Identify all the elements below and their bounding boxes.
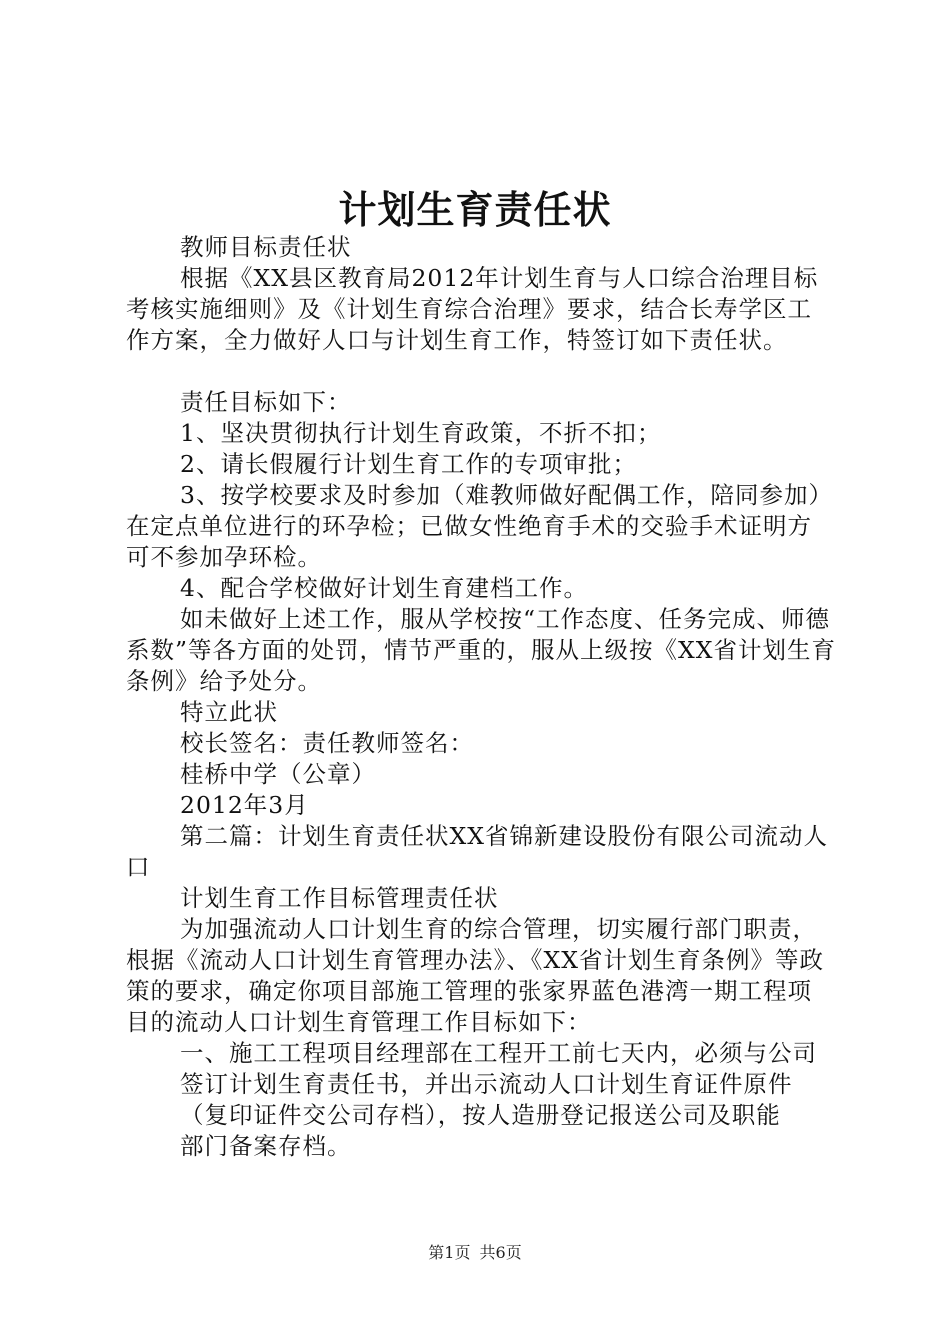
paragraph-goal-4: 4、配合学校做好计划生育建档工作。	[180, 574, 588, 602]
page-number: 第1页	[428, 1243, 471, 1262]
paragraph-signatures: 校长签名：责任教师签名：	[180, 729, 474, 757]
paragraph-declaration: 特立此状	[180, 698, 278, 726]
paragraph-goal-2: 2、请长假履行计划生育工作的专项审批；	[180, 450, 637, 478]
paragraph-goals-heading: 责任目标如下：	[180, 388, 352, 416]
paragraph-second-chapter-intro: 为加强流动人口计划生育的综合管理，切实履行部门职责，根据《流动人口计划生育管理办法》、《XX省计划生育条例》等政策的要求，确定你项目部施工管理的张家界蓝色港湾一期工程项目的流动人口计划生育管理工作目标如下：	[126, 915, 824, 1036]
paragraph-penalty: 如未做好上述工作，服从学校按“工作态度、任务完成、师德系数”等各方面的处罚，情节严重的，服从上级按《XX省计划生育条例》给予处分。	[126, 605, 836, 695]
paragraph-second-chapter-title: 计划生育工作目标管理责任状	[180, 884, 499, 912]
paragraph-item-one-detail: 签订计划生育责任书，并出示流动人口计划生育证件原件（复印证件交公司存档），按人造册登记报送公司及职能部门备案存档。	[180, 1070, 793, 1160]
document-body	[126, 232, 836, 1162]
paragraph-second-chapter-heading: 第二篇：计划生育责任状XX省锦新建设股份有限公司流动人口	[126, 822, 828, 881]
paragraph-goal-1: 1、坚决贯彻执行计划生育政策，不折不扣；	[180, 419, 662, 447]
document-title: 计划生育责任状	[338, 187, 612, 232]
paragraph-seal: 桂桥中学（公章）	[180, 760, 376, 788]
paragraph-item-one: 一、施工工程项目经理部在工程开工前七天内，必须与公司	[180, 1039, 817, 1067]
paragraph-date: 2012年3月	[180, 791, 309, 819]
paragraph-intro: 根据《XX县区教育局2012年计划生育与人口综合治理目标考核实施细则》及《计划生育综合治理》要求，结合长寿学区工作方案，全力做好人口与计划生育工作，特签订如下责任状。	[126, 264, 819, 354]
paragraph-subtitle: 教师目标责任状	[180, 233, 352, 261]
page-footer	[0, 1242, 950, 1264]
paragraph-goal-3: 3、按学校要求及时参加（难教师做好配偶工作，陪同参加）在定点单位进行的环孕检；已做女性绝育手术的交验手术证明方可不参加孕环检。	[126, 481, 833, 571]
total-pages: 共6页	[479, 1243, 522, 1262]
